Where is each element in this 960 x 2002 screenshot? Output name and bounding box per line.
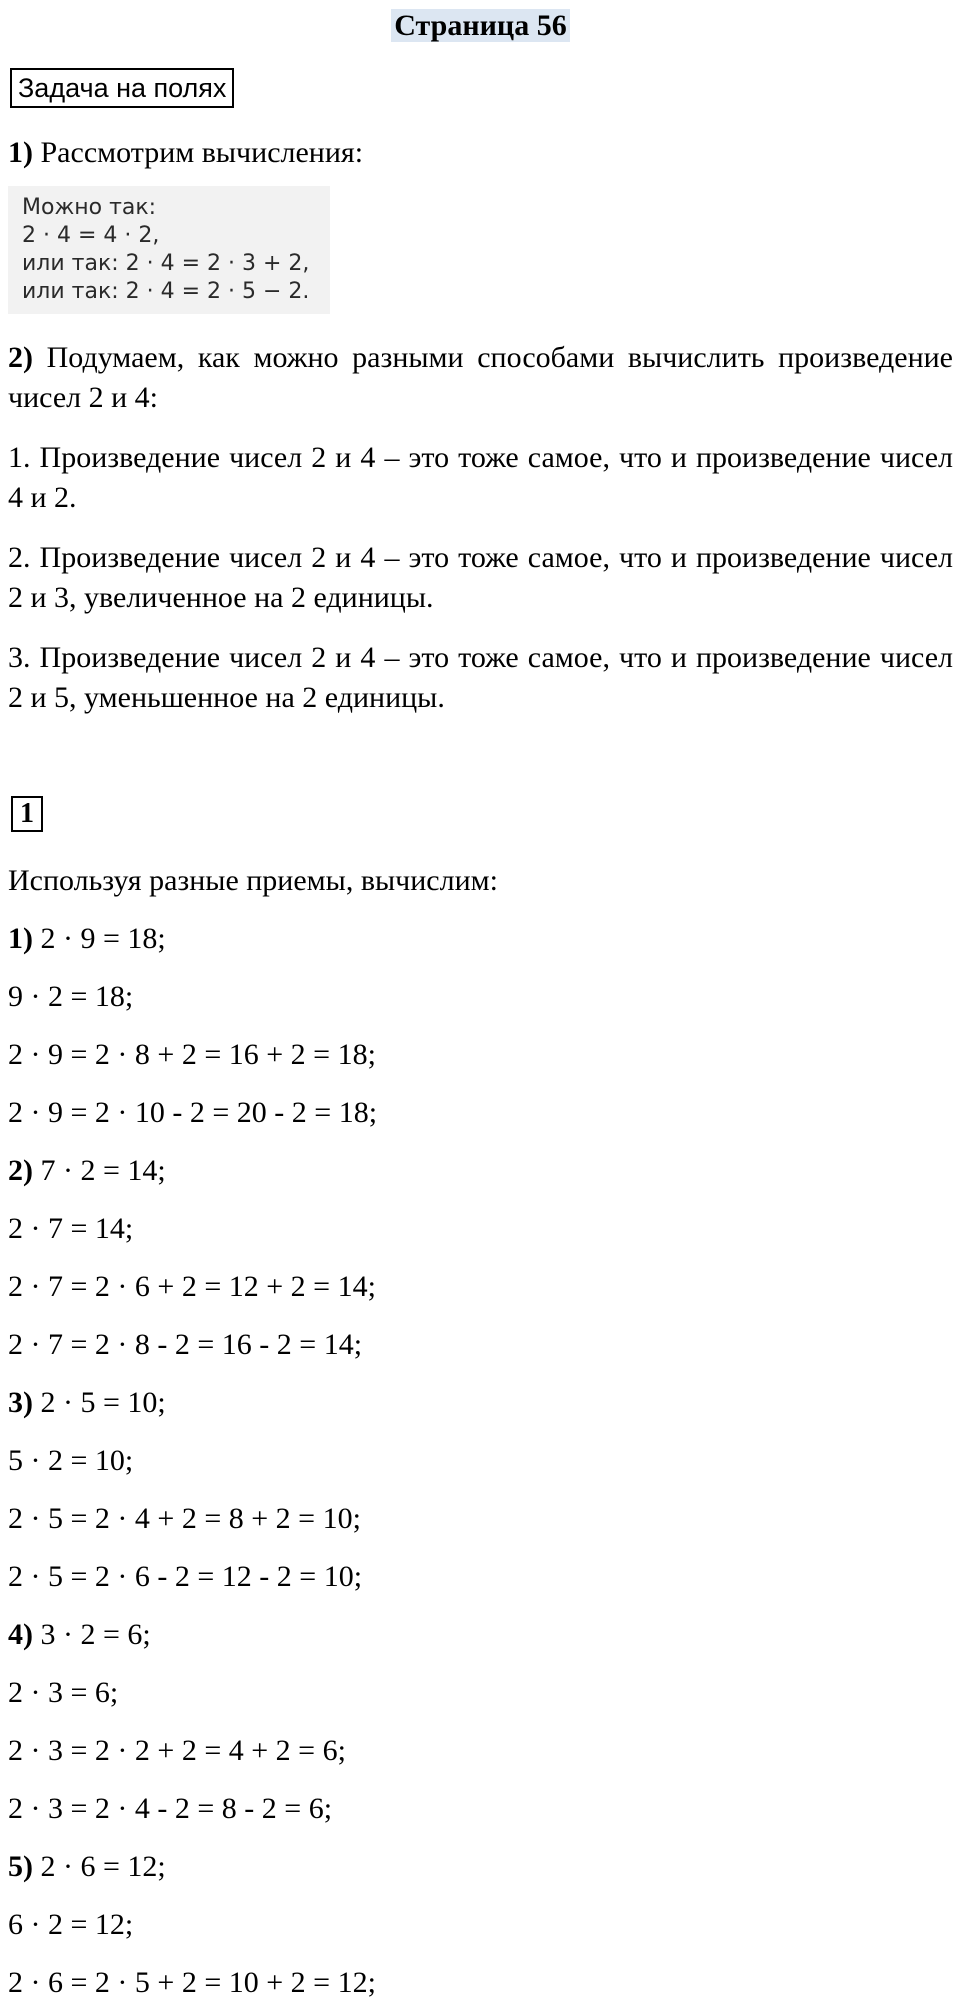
- calculation-text: 2 · 3 = 6;: [8, 1676, 119, 1709]
- calculation-line: [8, 1906, 133, 1944]
- calculation-line: [8, 1732, 346, 1770]
- calculation-text: 2 · 9 = 2 · 8 + 2 = 16 + 2 = 18;: [8, 1038, 376, 1071]
- item-number: 5): [8, 1850, 33, 1883]
- calculation-text: 7 · 2 = 14;: [33, 1154, 166, 1187]
- calculation-line: [8, 1558, 362, 1596]
- part-text: Рассмотрим вычисления:: [33, 136, 364, 169]
- calculation-line: [8, 1848, 166, 1886]
- example-line: 2 · 4 = 4 · 2,: [22, 223, 160, 248]
- calculation-line: [8, 978, 133, 1016]
- calculation-text: 2 · 3 = 2 · 2 + 2 = 4 + 2 = 6;: [8, 1734, 346, 1767]
- calculation-text: 6 · 2 = 12;: [8, 1908, 134, 1941]
- calculation-text: 2 · 7 = 2 · 6 + 2 = 12 + 2 = 14;: [8, 1270, 376, 1303]
- point-1: 1. Произведение чисел 2 и 4 – это тоже самое, что и произведение чисел 4 и 2.: [8, 441, 953, 514]
- example-line: Можно так:: [22, 195, 157, 220]
- part-number: 2): [8, 341, 33, 374]
- point-3: 3. Произведение чисел 2 и 4 – это тоже самое, что и произведение чисел 2 и 5, уменьшенное на 2 единицы.: [8, 641, 953, 714]
- item-number: 4): [8, 1618, 33, 1651]
- calculation-text: 2 · 3 = 2 · 4 - 2 = 8 - 2 = 6;: [8, 1792, 333, 1825]
- calculation-line: [8, 1152, 166, 1190]
- calculation-line: [8, 1094, 377, 1132]
- point-2: 2. Произведение чисел 2 и 4 – это тоже самое, что и произведение чисел 2 и 3, увеличенное на 2 единицы.: [8, 541, 953, 614]
- calculation-line: [8, 1616, 151, 1654]
- item-number: 1): [8, 922, 33, 955]
- example-line: или так: 2 · 4 = 2 · 3 + 2,: [22, 251, 310, 276]
- item-number: 3): [8, 1386, 33, 1419]
- calculation-line: [8, 1674, 118, 1712]
- calculation-line: [8, 1036, 376, 1074]
- calculation-example-image: [8, 186, 330, 314]
- calculation-line: [8, 920, 166, 958]
- calculation-text: 2 · 7 = 14;: [8, 1212, 134, 1245]
- page-title-text: Страница 56: [391, 9, 569, 42]
- calculation-line: [8, 1790, 332, 1828]
- part-text: Подумаем, как можно разными способами вычислить произведение чисел 2 и 4:: [8, 341, 953, 414]
- margin-task-part-1: [8, 134, 363, 172]
- calculation-text: 2 · 6 = 12;: [33, 1850, 166, 1883]
- margin-task-label: Задача на полях: [10, 68, 234, 108]
- calculation-text: 2 · 5 = 2 · 4 + 2 = 8 + 2 = 10;: [8, 1502, 361, 1535]
- calculation-line: [8, 1384, 166, 1422]
- exercise-number-box: 1: [11, 796, 43, 832]
- calculation-text: 5 · 2 = 10;: [8, 1444, 134, 1477]
- calculation-line: [8, 1500, 361, 1538]
- page-title: [8, 8, 953, 44]
- calculation-text: 2 · 9 = 18;: [33, 922, 166, 955]
- margin-task-part-2: [8, 338, 953, 418]
- part-number: 1): [8, 136, 33, 169]
- calculation-text: 2 · 9 = 2 · 10 - 2 = 20 - 2 = 18;: [8, 1096, 378, 1129]
- calculation-text: 2 · 5 = 10;: [33, 1386, 166, 1419]
- calculation-line: [8, 1268, 376, 1306]
- calculation-text: 9 · 2 = 18;: [8, 980, 134, 1013]
- calculation-text: 3 · 2 = 6;: [33, 1618, 151, 1651]
- calculation-line: [8, 1442, 133, 1480]
- item-number: 2): [8, 1154, 33, 1187]
- calculation-line: [8, 1964, 376, 2002]
- calculation-text: 2 · 5 = 2 · 6 - 2 = 12 - 2 = 10;: [8, 1560, 363, 1593]
- exercise-intro: Используя разные приемы, вычислим:: [8, 864, 498, 897]
- calculation-text: 2 · 6 = 2 · 5 + 2 = 10 + 2 = 12;: [8, 1966, 376, 1999]
- calculation-line: [8, 1210, 133, 1248]
- example-line: или так: 2 · 4 = 2 · 5 − 2.: [22, 279, 310, 304]
- calculation-text: 2 · 7 = 2 · 8 - 2 = 16 - 2 = 14;: [8, 1328, 363, 1361]
- calculation-line: [8, 1326, 362, 1364]
